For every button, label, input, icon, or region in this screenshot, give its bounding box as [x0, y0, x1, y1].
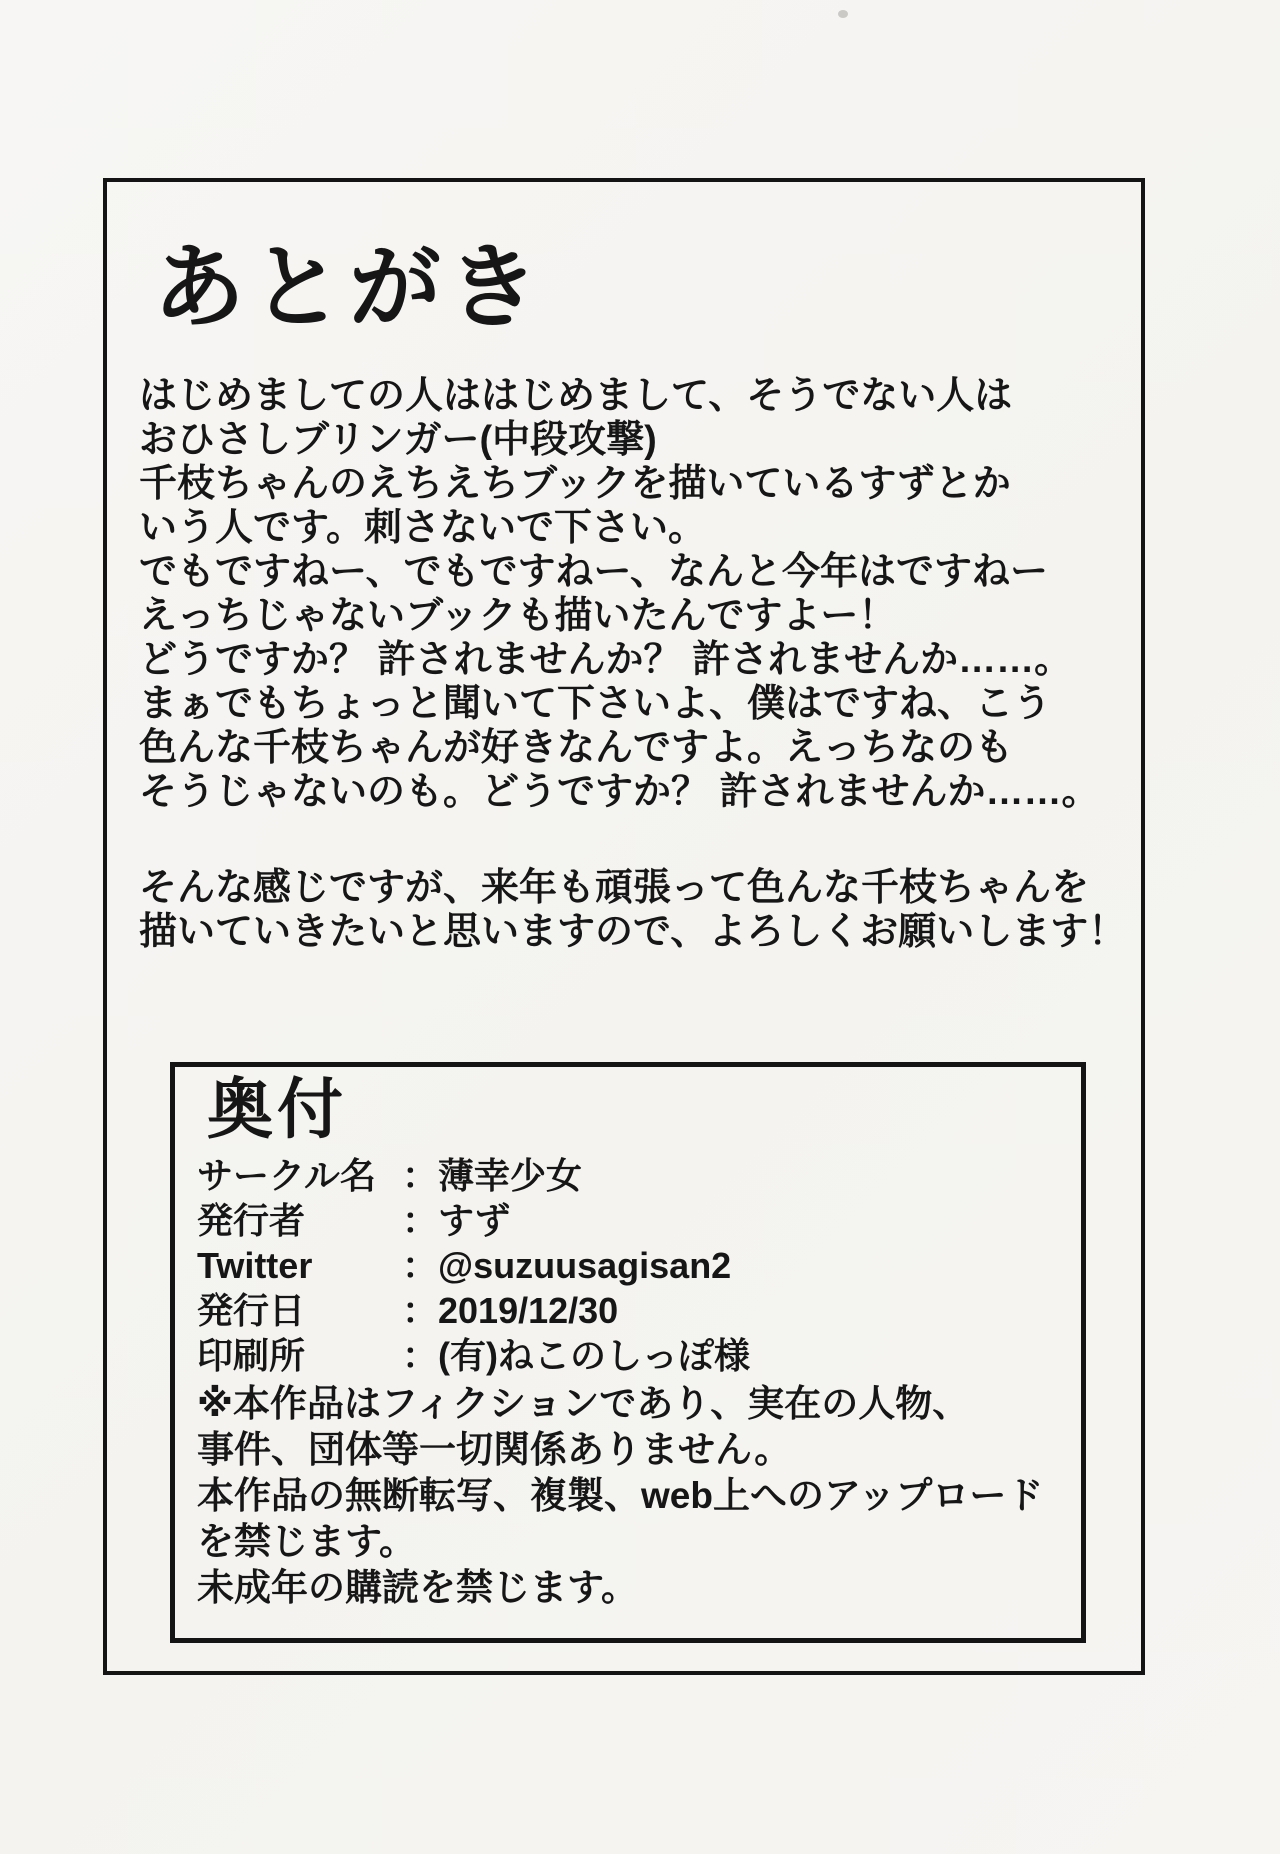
row-label: 印刷所 — [197, 1335, 306, 1376]
closing-line: そんな感じですが、来年も頑張って色んな千枝ちゃんを — [139, 867, 1090, 909]
afterword-body — [139, 374, 1127, 954]
note-line: ※本作品はフィクションであり、実在の人物、 — [197, 1383, 970, 1424]
colophon-row-date — [197, 1288, 1057, 1333]
row-separator: ： — [402, 1335, 439, 1376]
body-line: はじめましての人ははじめまして、そうでない人は — [139, 375, 1013, 417]
body-line: いう人です。刺さないで下さい。 — [139, 507, 706, 549]
colophon-notes — [197, 1381, 1077, 1611]
row-label: 発行日 — [197, 1290, 306, 1331]
row-value: すず — [438, 1200, 511, 1241]
body-line: でもですねー、でもですねー、なんと今年はですねー — [139, 551, 1048, 593]
row-value: (有)ねこのしっぽ様 — [438, 1335, 750, 1376]
scan-artifact — [838, 10, 848, 18]
note-line: 事件、団体等一切関係ありません。 — [197, 1429, 792, 1470]
colophon-row-printer — [197, 1333, 1057, 1378]
colophon-row-circle — [197, 1153, 1057, 1198]
note-line: 本作品の無断転写、複製、web上へのアップロード — [197, 1475, 1044, 1516]
row-label: サークル名 — [197, 1155, 376, 1196]
body-line: まぁでもちょっと聞いて下さいよ、僕はですね、こう — [139, 683, 1052, 725]
colophon-frame — [170, 1062, 1086, 1643]
colophon-rows — [197, 1153, 1057, 1378]
body-line: そうじゃないのも。どうですか？ 許されませんか……。 — [139, 771, 1100, 813]
body-line: えっちじゃないブックも描いたんですよー！ — [139, 595, 897, 637]
body-line: 色んな千枝ちゃんが好きなんですよ。えっちなのも — [139, 727, 1014, 769]
row-separator: ： — [402, 1155, 439, 1196]
body-line: おひさしブリンガー(中段攻撃) — [139, 419, 657, 461]
colophon-row-twitter — [197, 1243, 1057, 1288]
closing-line: 描いていきたいと思いますので、よろしくお願いします！ — [139, 911, 1127, 953]
row-value: 2019/12/30 — [438, 1290, 619, 1331]
row-value: 薄幸少女 — [438, 1155, 583, 1196]
body-line: 千枝ちゃんのえちえちブックを描いているすずとか — [139, 463, 1011, 505]
note-line: を禁じます。 — [197, 1521, 417, 1562]
afterword-closing — [139, 866, 1127, 954]
colophon-title: 奥付 — [207, 1072, 347, 1146]
row-separator: ： — [402, 1245, 439, 1286]
row-separator: ： — [402, 1290, 439, 1331]
afterword-title: あとがき — [153, 237, 546, 339]
row-separator: ： — [402, 1200, 439, 1241]
afterword-frame — [103, 178, 1145, 1675]
note-line: 未成年の購読を禁じます。 — [197, 1567, 639, 1608]
colophon-row-publisher — [197, 1198, 1057, 1243]
body-line: どうですか？ 許されませんか？ 許されませんか……。 — [139, 639, 1073, 681]
row-value: @suzuusagisan2 — [438, 1245, 732, 1286]
row-label: Twitter — [197, 1245, 313, 1286]
row-label: 発行者 — [197, 1200, 306, 1241]
